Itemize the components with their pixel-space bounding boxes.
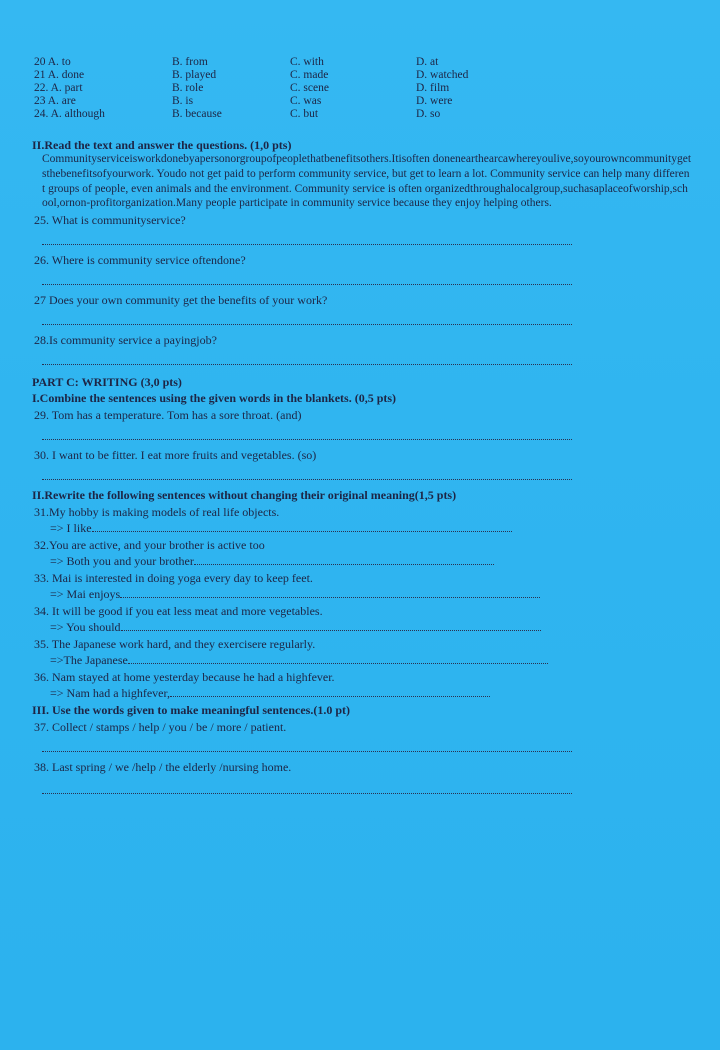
option-a: 24. A. although: [34, 108, 105, 120]
option-a: 20 A. to: [34, 56, 71, 68]
answer-blank[interactable]: [121, 619, 541, 631]
answer-line[interactable]: [42, 463, 572, 480]
answer-line[interactable]: [50, 685, 692, 701]
mcq-row: [34, 69, 504, 82]
worksheet-body: [32, 138, 692, 794]
question-28: 28.Is community service a payingjob?: [34, 333, 217, 348]
option-c: C. was: [290, 95, 322, 107]
option-b: B. because: [172, 108, 222, 120]
option-c: C. but: [290, 108, 319, 120]
option-a: 23 A. are: [34, 95, 76, 107]
option-d: D. at: [416, 56, 439, 68]
option-d: D. so: [416, 108, 441, 120]
option-a: 22. A. part: [34, 82, 83, 94]
option-b: B. role: [172, 82, 204, 94]
question-35: 35. The Japanese work hard, and they exercisere regularly.: [34, 637, 316, 652]
option-a: 21 A. done: [34, 69, 85, 81]
answer-blank[interactable]: [194, 553, 494, 565]
question-30: 30. I want to be fitter. I eat more fruits and vegetables. (so): [34, 448, 317, 463]
question-37: 37. Collect / stamps / help / you / be / more / patient.: [34, 720, 287, 735]
option-d: D. watched: [416, 69, 469, 81]
words-heading: III. Use the words given to make meaningful sentences.(1.0 pt): [32, 703, 350, 718]
question-27: 27 Does your own community get the benefits of your work?: [34, 293, 328, 308]
answer-start: => Both you and your brother: [50, 554, 194, 569]
option-d: D. film: [416, 82, 450, 94]
answer-blank[interactable]: [92, 520, 512, 532]
mcq-row: [34, 95, 504, 108]
answer-line[interactable]: [42, 268, 572, 285]
answer-start: => Mai enjoys: [50, 587, 121, 602]
question-25: 25. What is communityservice?: [34, 213, 186, 228]
reading-passage: Communityserviceisworkdonebyapersonorgroupofpeoplethatbenefitsothers.Itisoften donenearthearcawhereyoulive,soyourowncommunitygetsthebenefitsofyourwork. Youdo not get paid to perform community service, but get to learn a lot. Community service can help many different groups of people, even animals and the environment. Community service is often organizedthroughalocalgroup,suchasaplaceofworship,school,ornon-profitorganization.Many people participate in community service because they enjoy helping others.: [42, 153, 692, 210]
reading-heading: II.Read the text and answer the questions. (1,0 pts): [32, 138, 292, 152]
option-b: B. played: [172, 69, 217, 81]
question-36: 36. Nam stayed at home yesterday because he had a highfever.: [34, 670, 335, 685]
answer-line[interactable]: [42, 348, 572, 365]
answer-start: => You should: [50, 620, 121, 635]
mcq-row: [34, 108, 504, 121]
option-b: B. from: [172, 56, 208, 68]
rewrite-heading: II.Rewrite the following sentences without changing their original meaning(1,5 pts): [32, 488, 457, 503]
answer-blank[interactable]: [128, 652, 548, 664]
answer-line[interactable]: [50, 652, 692, 668]
combine-heading: I.Combine the sentences using the given words in the blankets. (0,5 pts): [32, 391, 397, 406]
answer-line[interactable]: [42, 228, 572, 245]
answer-blank[interactable]: [170, 685, 490, 697]
answer-line[interactable]: [50, 619, 692, 635]
answer-blank[interactable]: [120, 586, 540, 598]
answer-start: => Nam had a highfever,: [50, 686, 171, 701]
option-b: B. is: [172, 95, 194, 107]
answer-line[interactable]: [50, 586, 692, 602]
option-c: C. with: [290, 56, 324, 68]
mcq-row: [34, 56, 504, 69]
answer-line[interactable]: [50, 520, 692, 536]
question-33: 33. Mai is interested in doing yoga every day to keep feet.: [34, 571, 313, 586]
answer-line[interactable]: [42, 308, 572, 325]
question-29: 29. Tom has a temperature. Tom has a sore throat. (and): [34, 408, 302, 423]
option-d: D. were: [416, 95, 453, 107]
answer-start: => I like: [50, 521, 92, 536]
question-34: 34. It will be good if you eat less meat and more vegetables.: [34, 604, 323, 619]
answer-line[interactable]: [42, 423, 572, 440]
question-32: 32.You are active, and your brother is active too: [34, 538, 265, 553]
answer-line[interactable]: [50, 553, 692, 569]
answer-start: =>The Japanese: [50, 653, 128, 668]
option-c: C. made: [290, 69, 329, 81]
answer-line[interactable]: [42, 777, 572, 794]
question-38: 38. Last spring / we /help / the elderly /nursing home.: [34, 760, 292, 775]
mcq-row: [34, 82, 504, 95]
multiple-choice-block: [34, 56, 504, 121]
question-26: 26. Where is community service oftendone?: [34, 253, 246, 268]
question-31: 31.My hobby is making models of real life objects.: [34, 505, 280, 520]
option-c: C. scene: [290, 82, 329, 94]
answer-line[interactable]: [42, 735, 572, 752]
part-c-heading: PART C: WRITING (3,0 pts): [32, 375, 182, 390]
